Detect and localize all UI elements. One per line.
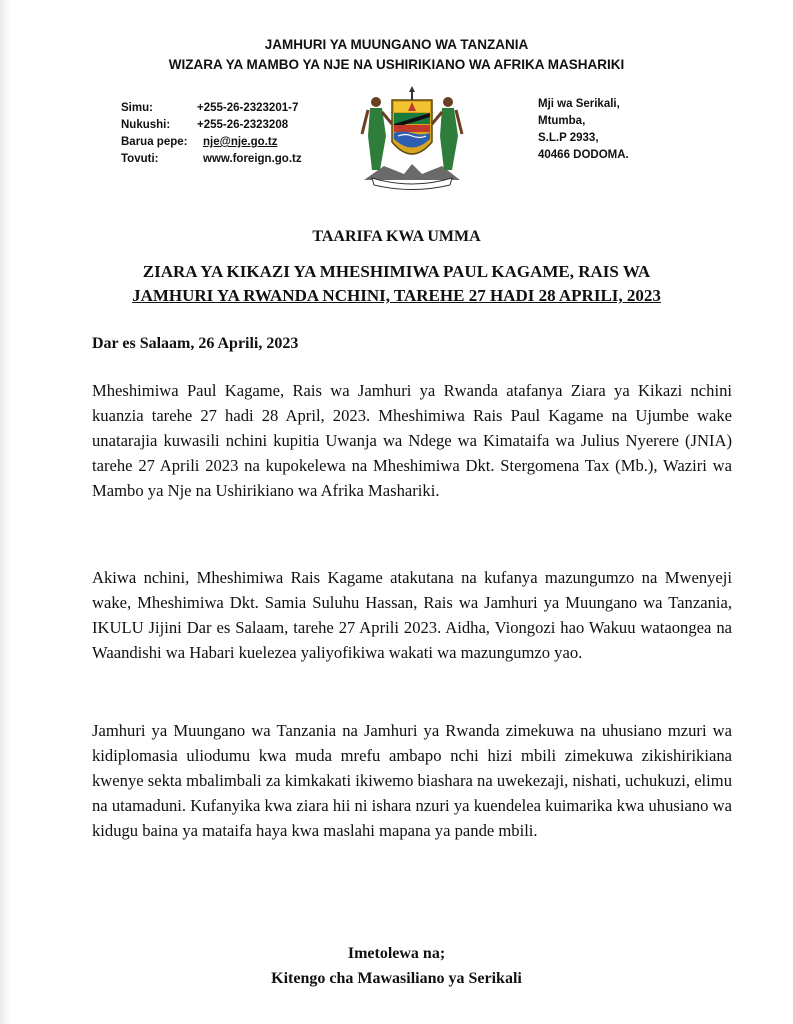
email-label: Barua pepe: — [121, 136, 188, 148]
address-line: Mji wa Serikali, — [538, 98, 620, 110]
address-line: Mtumba, — [538, 115, 586, 127]
headline — [0, 260, 793, 308]
paragraph-3: Jamhuri ya Muungano wa Tanzania na Jamhuri ya Rwanda zimekuwa na uhusiano mzuri wa kidiplomasia uliodumu kwa muda mrefu ambapo nchi hizi mbili zimekuwa zikishirikiana kwenye sekta mbalimbali za kimkakati ikiwemo biashara na uwekezaji, nishati, uchukuzi, elimu na utamaduni. Kufanyika kwa ziara hii ni ishara nzuri ya kuendelea kuimarika kwa uhusiano wa kidugu baina ya mataifa haya kwa maslahi mapana ya pande mbili. — [92, 721, 732, 840]
contact-block — [121, 100, 302, 168]
fax-value: +255-26-2323208 — [197, 119, 289, 131]
signoff-office: Kitengo cha Mawasiliano ya Serikali — [271, 970, 522, 987]
web-value: www.foreign.go.tz — [203, 153, 302, 165]
web-label: Tovuti: — [121, 153, 159, 165]
signoff-issued-by: Imetolewa na; — [347, 945, 446, 962]
paragraph-2: Akiwa nchini, Mheshimiwa Rais Kagame atakutana na kufanya mazungumzo na Mwenyeji wake, Mheshimiwa Dkt. Samia Suluhu Hassan, Rais wa Jamhuri ya Muungano wa Tanzania, IKULU Jijini Dar es Salaam, tarehe 27 Aprili 2023. Aidha, Viongozi hao Wakuu wataongea na Waandishi wa Habari kuelezea yaliyofikiwa wakati wa mazungumzo yao. — [92, 568, 732, 662]
coat-of-arms-icon — [354, 84, 470, 190]
address-line: S.L.P 2933, — [538, 132, 599, 144]
paragraph-1: Mheshimiwa Paul Kagame, Rais wa Jamhuri ya Rwanda atafanya Ziara ya Kikazi nchini kuanzia tarehe 27 hadi 28 April, 2023. Mheshimiwa Rais Paul Kagame na Ujumbe wake unatarajia kuwasili nchini kupitia Uwanja wa Ndege wa Kimataifa wa Julius Nyerere (JNIA) tarehe 27 Aprili 2023 na kupokelewa na Mheshimiwa Dkt. Stergomena Tax (Mb.), Waziri wa Mambo ya Nje na Ushirikiano wa Afrika Mashariki. — [92, 381, 732, 500]
letterhead-country: JAMHURI YA MUUNGANO WA TANZANIA — [264, 37, 529, 52]
notice-title: TAARIFA KWA UMMA — [312, 228, 481, 245]
headline-line-2: JAMHURI YA RWANDA NCHINI, TAREHE 27 HADI 28 APRILI, 2023 — [132, 286, 661, 305]
letterhead-ministry: WIZARA YA MAMBO YA NJE NA USHIRIKIANO WA AFRIKA MASHARIKI — [168, 57, 625, 72]
address-block — [538, 96, 629, 164]
dateline: Dar es Salaam, 26 Aprili, 2023 — [92, 335, 299, 352]
fax-label: Nukushi: — [121, 119, 171, 131]
phone-value: +255-26-2323201-7 — [197, 102, 299, 114]
contact-fax-row — [121, 117, 302, 134]
contact-web-row — [121, 151, 302, 168]
contact-email-row — [121, 134, 302, 151]
headline-line-1: ZIARA YA KIKAZI YA MHESHIMIWA PAUL KAGAME, RAIS WA — [142, 262, 651, 281]
address-line: 40466 DODOMA. — [538, 149, 629, 161]
page-edge-shadow — [0, 0, 10, 1024]
phone-label: Simu: — [121, 102, 153, 114]
contact-phone-row — [121, 100, 302, 117]
email-link[interactable]: nje@nje.go.tz — [203, 136, 278, 148]
